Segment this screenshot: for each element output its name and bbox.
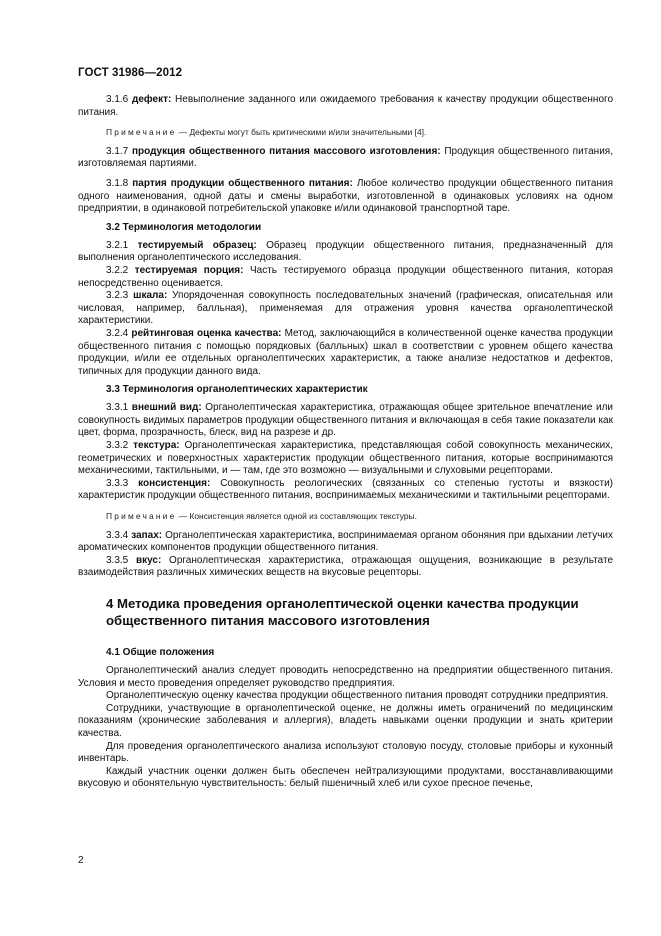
- clause-3-1-8: 3.1.8 партия продукции общественного питания: Любое количество продукции общественного питания одного наименования, одной даты и смены выработки, изготовленной в одинаковых условиях на одном предприятии, в одинаковой потребительской упаковке и/или одинаковой транспортной таре.: [78, 177, 613, 215]
- term: вкус:: [135, 554, 162, 566]
- clause-3-3-3: 3.3.3 консистенция: Совокупность реологических (связанных со степенью густоты и вязкости) характеристик продукции общественного питания, воспринимаемых механическими и тактильными рецепторами.: [78, 477, 613, 502]
- clause-3-3-2: 3.3.2 текстура: Органолептическая характеристика, представляющая собой совокупность механических, геометрических и поверхностных характеристик продукции общественного питания, которые воспринимаются механическими, тактильными, и — там, где это возможно — визуальными и слуховыми рецепторами.: [78, 440, 613, 477]
- clause-3-3-5: 3.3.5 вкус: Органолептическая характеристика, отражающая ощущения, возникающие в результате взаимодействия различных химических веществ на вкусовые рецепторы.: [78, 554, 614, 579]
- section-heading-3-3: 3.3 Терминология органолептических характеристик: [106, 384, 368, 396]
- section-heading-4: 4 Методика проведения органолептической оценки качества продукции общественного питания массового изготовления: [106, 596, 579, 628]
- clause-3-3-1: 3.3.1 внешний вид: Органолептическая характеристика, отражающая общее зрительное впечатление или совокупность видимых параметров продукции общественного питания и включающая в себя такие показатели как цвет, форма, прозрачность, блеск, вид на разрезе и др.: [78, 402, 613, 439]
- note-consistency: Примечание — Консистенция является одной из составляющих текстуры.: [106, 511, 417, 522]
- term: тестируемая порция:: [134, 264, 244, 276]
- clause-3-2-1: 3.2.1 тестируемый образец: Образец продукции общественного питания, предназначенный для выполнения органолептического исследования.: [78, 239, 613, 264]
- page-number: 2: [78, 855, 84, 866]
- paragraph: Органолептическую оценку качества продукции общественного питания проводят сотрудники предприятия.: [106, 690, 609, 702]
- clause-3-1-7: 3.1.7 продукция общественного питания массового изготовления: Продукция общественного питания, изготовляемая партиями.: [78, 145, 613, 170]
- term: внешний вид:: [131, 402, 202, 414]
- term: партия продукции общественного питания:: [132, 177, 353, 189]
- term: консистенция:: [138, 477, 211, 489]
- paragraph: Каждый участник оценки должен быть обеспечен нейтрализующими продуктами, восстанавливающими вкусовую и обонятельную чувствительность: белый пшеничный хлеб или сухое пресное печенье,: [78, 765, 613, 790]
- note-defects: Примечание — Дефекты могут быть критическими и/или значительными [4].: [106, 127, 427, 138]
- clause-3-2-3: 3.2.3 шкала: Упорядоченная совокупность последовательных значений (графическая, описательная или числовая, например, балльная), применяемая для отражения уровня качества органолептической характеристики.: [78, 290, 613, 327]
- section-heading-4-1: 4.1 Общие положения: [106, 647, 215, 658]
- paragraph: Органолептический анализ следует проводить непосредственно на предприятии общественного питания. Условия и место проведения определяет руководство предприятия.: [78, 665, 613, 689]
- clause-3-2-4: 3.2.4 рейтинговая оценка качества: Метод, заключающийся в количественной оценке качества продукции общественного питания с помощью порядковых (балльных) шкал в соответствии с уровнем общего качества продукции, и/или ее отдельных органолептических характеристик, а также анализе недостатков и дефектов, типичных для продукции данного вида.: [78, 327, 613, 377]
- term: рейтинговая оценка качества:: [131, 327, 282, 339]
- term: продукция общественного питания массового изготовления:: [131, 145, 441, 157]
- clause-3-2-2: 3.2.2 тестируемая порция: Часть тестируемого образца продукции общественного питания, которая непосредственно оценивается.: [78, 264, 613, 289]
- term: шкала:: [133, 290, 168, 302]
- term: текстура:: [133, 440, 180, 452]
- term: тестируемый образец:: [137, 239, 257, 251]
- paragraph: Для проведения органолептического анализа используют столовую посуду, столовые приборы и кухонный инвентарь.: [78, 740, 613, 765]
- document-body: [78, 94, 613, 791]
- clause-3-1-6: 3.1.6 дефект: Невыполнение заданного или ожидаемого требования к качеству продукции общественного питания.: [78, 94, 614, 118]
- section-heading-3-2: 3.2 Терминология методологии: [106, 221, 262, 233]
- paragraph: Сотрудники, участвующие в органолептической оценке, не должны иметь ограничений по медицинским показаниям (хронические заболевания и аллергия), владеть навыками оценки продукции и знать критерии качества.: [78, 702, 613, 739]
- term: дефект:: [131, 94, 172, 105]
- clause-3-3-4: 3.3.4 запах: Органолептическая характеристика, воспринимаемая органом обоняния при вдыхании летучих ароматических компонентов продукции общественного питания.: [78, 529, 613, 554]
- document-header: ГОСТ 31986—2012: [78, 67, 183, 79]
- term: запах:: [131, 529, 163, 541]
